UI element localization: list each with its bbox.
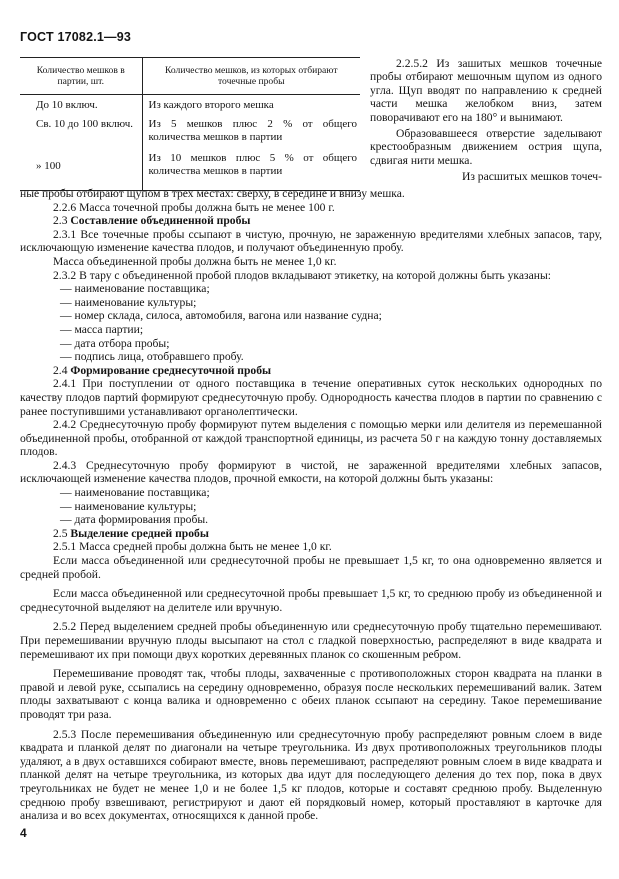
section-number: 2.5	[53, 526, 68, 540]
paragraph-2-4-2: 2.4.2 Среднесуточную пробу формируют путем выделения с помощью мерки или делителя из перемешанной объединенной пробы, отобранной от каждой транспортной единицы, из расчета 50 г на каждую тонну доставляемых плодов.	[20, 418, 602, 459]
list-item: — наименование культуры;	[60, 295, 197, 309]
table-cell-rule: Из 5 мешков плюс 2 % от общего количества мешков в партии	[142, 118, 360, 148]
paragraph-hole-closing: Образовавшееся отверстие заделывают крестообразным движением острия щупа, сдвигая нити мешка.	[370, 127, 602, 167]
paragraph-2-5-2-mixing: Перемешивание проводят так, чтобы плоды, захваченные с противоположных сторон квадрата на планки в правой и левой руке, ссыпались на середину одновременно, образуя после нескольких перемешиваний валик. Затем плоды захватывают с конца валика и одновременно с обеих планок ссыпают на середину. Такое перемешивание проводят три раза.	[20, 667, 602, 721]
table-cell-count: » 100	[20, 148, 142, 191]
standard-header: ГОСТ 17082.1—93	[20, 30, 132, 44]
section-heading-2-5	[20, 527, 602, 541]
list-item: — дата формирования пробы.	[60, 513, 209, 527]
table-header-bag-count: Количество мешков в партии, шт.	[20, 58, 142, 95]
section-number: 2.3	[53, 214, 68, 228]
main-text	[20, 187, 602, 823]
table-row	[20, 118, 360, 148]
right-column-text	[370, 57, 602, 184]
list-item: — масса партии;	[60, 322, 144, 336]
table-cell-rule: Из 10 мешков плюс 5 % от общего количества мешков в партии	[142, 148, 360, 191]
page-number: 4	[20, 826, 27, 840]
table-header-row	[20, 58, 360, 95]
list-item: — наименование поставщика;	[60, 486, 210, 500]
paragraph-2-5-1-limit: Если масса объединенной или среднесуточной пробы не превышает 1,5 кг, то она одновременно является и средней пробой.	[20, 554, 602, 581]
list-item: — наименование поставщика;	[60, 282, 210, 296]
section-heading-2-3	[20, 214, 602, 228]
paragraph-2-5-1: 2.5.1 Масса средней пробы должна быть не менее 1,0 кг.	[53, 540, 332, 554]
paragraph-2-4-3: 2.4.3 Среднесуточную пробу формируют в чистой, не зараженной вредителями хлебных запасов, исключающей изменение качества плодов, прочной емкости, на которой должны быть указаны:	[20, 458, 602, 486]
table-cell-count: Св. 10 до 100 включ.	[36, 118, 133, 130]
paragraph-2-5-3: 2.5.3 После перемешивания объединенную или среднесуточную пробу распределяют ровным слоем в виде квадрата и планкой делят по диагонали на четыре треугольника. Из двух противоположных треугольников плоды удаляют, а в двух оставшихся собирают вместе, вновь перемешивают, распределяют ровным слоем в виде квадрата и планкой делят на четыре треугольника, из которых два идут для последующего деления до тех пор, пока в двух треугольниках не будет не менее 1,0 и не более 1,5 кг плодов, которые и составят среднюю пробу. Выделенную среднюю пробу взвешивают, регистрируют и дают ей порядковый номер, который проставляют в карточке для анализа и во всех документах, относящихся к данной пробе.	[20, 727, 602, 823]
list-item: — номер склада, силоса, автомобиля, вагона или название судна;	[60, 309, 382, 323]
paragraph-continuation: ные пробы отбирают щупом в трех местах: сверху, в середине и внизу мешка.	[20, 187, 405, 200]
sampling-table	[20, 57, 360, 191]
paragraph-2-2-5-2: 2.2.5.2 Из зашитых мешков точечные пробы отбирают мешочным щупом из одного угла. Щуп вводят по направлению к средней части мешка желобком вниз, затем поворачивают его на 180° и вынимают.	[370, 57, 602, 124]
list-item: — дата отбора пробы;	[60, 336, 170, 350]
paragraph-unstitched-start: Из расшитых мешков точеч-	[461, 170, 602, 184]
section-heading-2-4	[20, 364, 602, 378]
table-row	[20, 148, 360, 191]
table-cell-count: До 10 включ.	[36, 99, 98, 111]
paragraph-2-5-2: 2.5.2 Перед выделением средней пробы объединенную или среднесуточную пробу тщательно перемешивают. При перемешивании вручную плоды высыпают на стол с гладкой поверхностью, распределяют в виде квадрата и перемешивают их при помощи двух коротких деревянных планок со скошенным ребром.	[20, 620, 602, 661]
table-cell-rule: Из каждого второго мешка	[142, 95, 360, 119]
section-title: Выделение средней пробы	[70, 526, 209, 540]
paragraph-2-5-1-divider: Если масса объединенной или среднесуточной пробы превышает 1,5 кг, то среднюю пробу из объединенной и среднесуточной выделяют на делителе или вручную.	[20, 587, 602, 614]
paragraph-2-4-1: 2.4.1 При поступлении от одного поставщика в течение оперативных суток нескольких однородных по качеству плодов партий формируют среднесуточную пробу. Однородность качества плодов в партии по сравнению с ранее поступившими устанавливают органолептически.	[20, 377, 602, 418]
table-header-sampled-bags: Количество мешков, из которых отбирают точечные пробы	[142, 58, 360, 95]
table-row	[20, 95, 360, 119]
list-item: — наименование культуры;	[60, 499, 197, 513]
paragraph-2-3-1-mass: Масса объединенной пробы должна быть не менее 1,0 кг.	[53, 254, 337, 268]
list-item: — подпись лица, отобравшего пробу.	[60, 350, 244, 364]
section-number: 2.4	[53, 363, 68, 377]
section-title: Составление объединенной пробы	[70, 214, 251, 228]
paragraph-2-3-1: 2.3.1 Все точечные пробы ссыпают в чистую, прочную, не зараженную вредителями хлебных запасов, тару, исключающую изменение качества плодов, и получают объединенную пробу.	[20, 227, 602, 255]
paragraph-2-2-6: 2.2.6 Масса точечной пробы должна быть не менее 100 г.	[53, 200, 335, 214]
paragraph-2-3-2: 2.3.2 В тару с объединенной пробой плодов вкладывают этикетку, на которой должны быть указаны:	[53, 268, 551, 282]
section-title: Формирование среднесуточной пробы	[70, 363, 272, 377]
